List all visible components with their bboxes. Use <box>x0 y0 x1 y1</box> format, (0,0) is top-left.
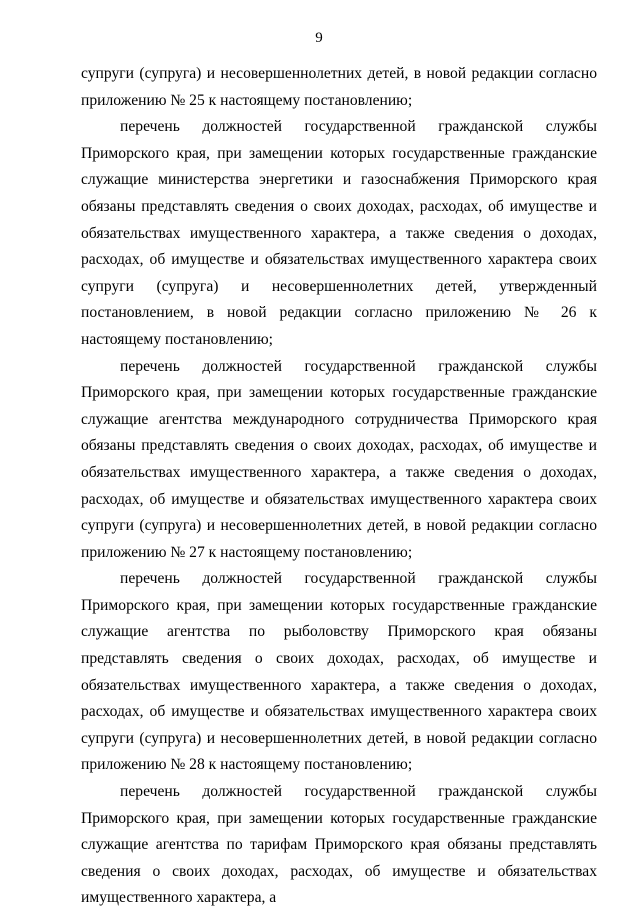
page-number: 9 <box>315 30 323 46</box>
paragraph-1: супруги (супруга) и несовершеннолетних детей, в новой редакции согласно приложению № 25 к настоящему постановлению; <box>81 65 597 109</box>
document-body <box>81 61 597 912</box>
paragraph-3: перечень должностей государственной гражданской службы Приморского края, при замещении которых государственные гражданские служащие агентства международного сотрудничества Приморского края обязаны представлять сведения о своих доходах, расходах, об имуществе и обязательствах имущественного характера, а также сведения о доходах, расходах, об имуществе и обязательствах имущественного характера своих супруги (супруга) и несовершеннолетних детей, в новой редакции согласно приложению № 27 к настоящему постановлению; <box>81 357 597 561</box>
paragraph-5: перечень должностей государственной гражданской службы Приморского края, при замещении которых государственные гражданские служащие агентства по тарифам Приморского края обязаны представлять сведения о своих доходах, расходах, об имуществе и обязательствах имущественного характера, а <box>81 783 597 907</box>
paragraph-4: перечень должностей государственной гражданской службы Приморского края, при замещении которых государственные гражданские служащие агентства по рыболовству Приморского края обязаны представлять сведения о своих доходах, расходах, об имуществе и обязательствах имущественного характера, а также сведения о доходах, расходах, об имуществе и обязательствах имущественного характера своих супруги (супруга) и несовершеннолетних детей, в новой редакции согласно приложению № 28 к настоящему постановлению; <box>81 570 597 774</box>
paragraph-2: перечень должностей государственной гражданской службы Приморского края, при замещении которых государственные гражданские служащие министерства энергетики и газоснабжения Приморского края обязаны представлять сведения о своих доходах, расходах, об имуществе и обязательствах имущественного характера, а также сведения о доходах, расходах, об имуществе и обязательствах имущественного характера своих супруги (супруга) и несовершеннолетних детей, утвержденный постановлением, в новой редакции согласно приложению № 26 к настоящему постановлению; <box>81 118 597 348</box>
